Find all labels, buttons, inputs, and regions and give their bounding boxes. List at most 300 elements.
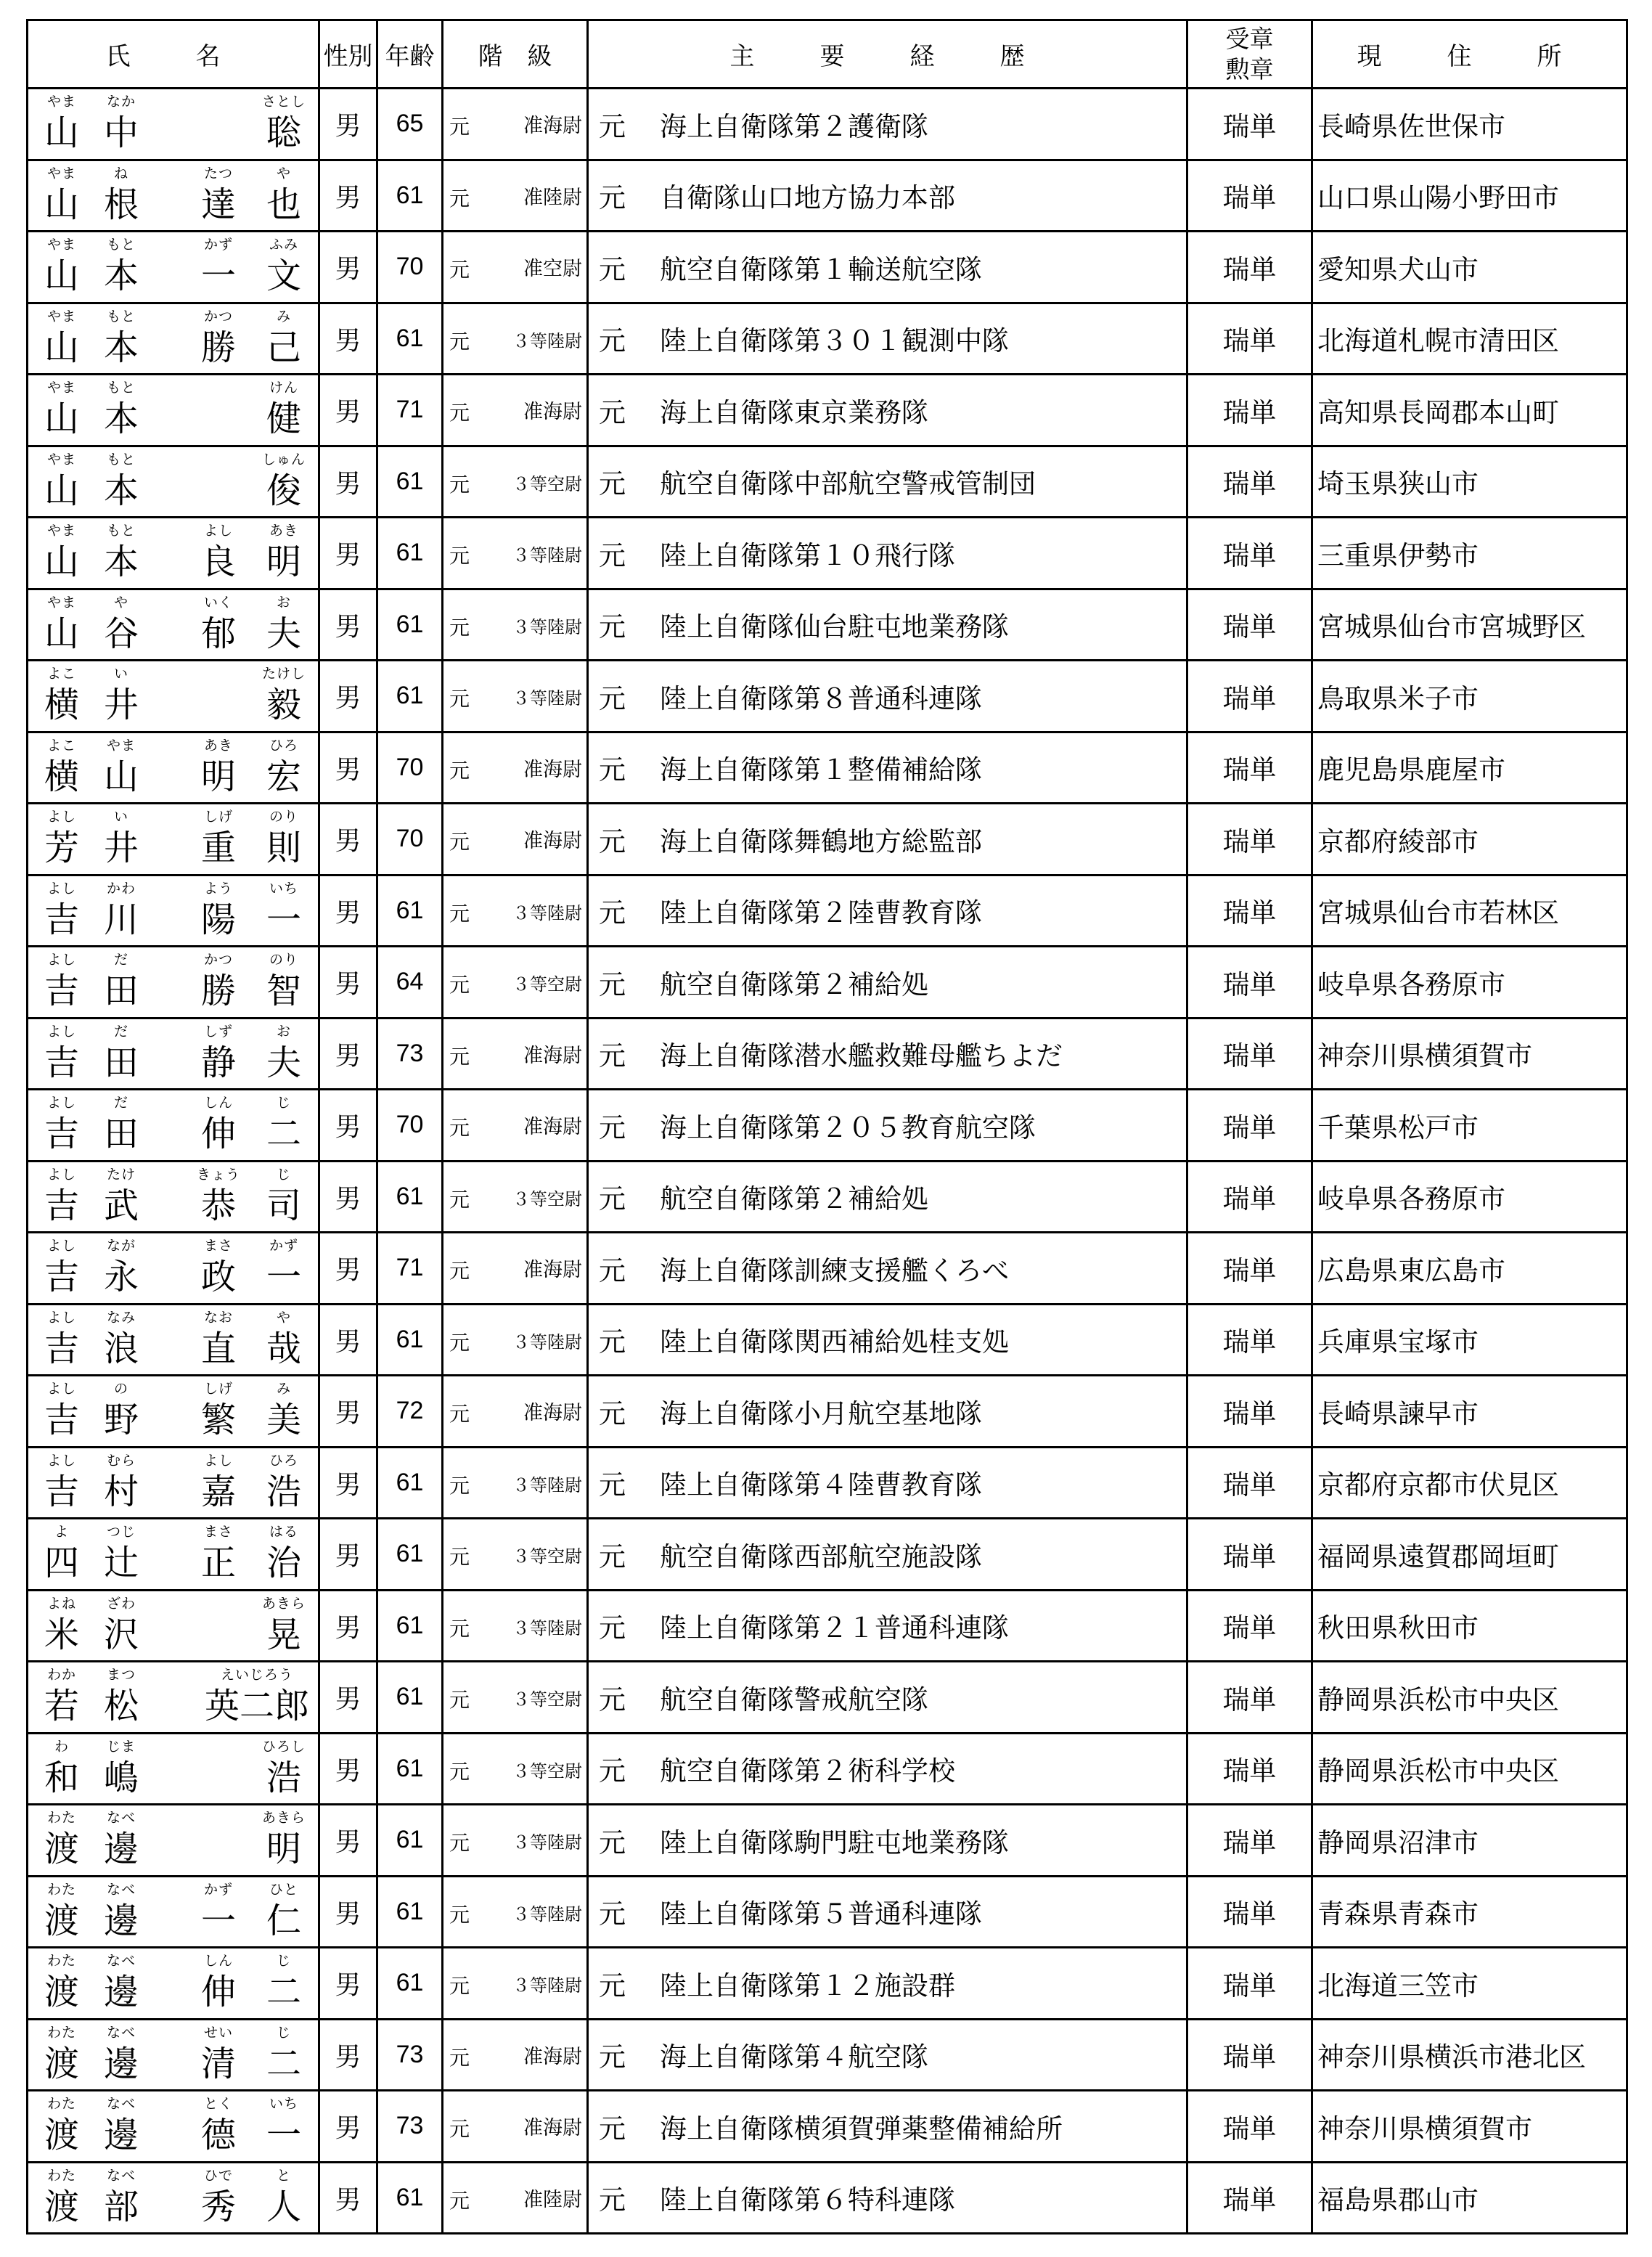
sex-cell: 男 <box>319 2091 377 2163</box>
rank-cell <box>443 661 588 732</box>
sex-cell: 男 <box>319 1090 377 1162</box>
sex-cell: 男 <box>319 1876 377 1948</box>
furigana: たけし <box>261 666 306 682</box>
furigana: の <box>113 1381 128 1397</box>
career-former-mark: 元 <box>599 1254 626 1286</box>
age-cell: 65 <box>377 89 443 160</box>
name-kanji: 山 <box>44 256 79 296</box>
name-kanji: 二 <box>266 1114 301 1154</box>
age-cell: 61 <box>377 2162 443 2234</box>
sex-cell: 男 <box>319 1805 377 1877</box>
career-text: 航空自衛隊第２術科学校 <box>660 1755 955 1787</box>
furigana: かつ <box>203 308 233 325</box>
award-cell: 瑞単 <box>1187 1948 1312 2020</box>
name-kanji: 本 <box>103 327 139 368</box>
age-cell: 61 <box>377 1805 443 1877</box>
name-kanji: 田 <box>103 1114 139 1154</box>
career-former-mark: 元 <box>599 825 626 857</box>
career-text: 航空自衛隊第２補給処 <box>660 1183 928 1215</box>
award-cell: 瑞単 <box>1187 804 1312 876</box>
sex-cell: 男 <box>319 875 377 947</box>
career-former-mark: 元 <box>599 325 626 357</box>
rank-label: 准海尉 <box>523 758 582 781</box>
furigana: しゅん <box>261 451 306 468</box>
header-address: 現 住 所 <box>1312 20 1627 89</box>
table-header <box>28 20 1627 89</box>
name-kanji: 重 <box>200 828 236 868</box>
career-text: 航空自衛隊西部航空施設隊 <box>660 1540 982 1572</box>
address-cell: 北海道札幌市清田区 <box>1312 303 1627 375</box>
sex-cell: 男 <box>319 1018 377 1090</box>
furigana: と <box>276 2167 291 2184</box>
rank-label: 准海尉 <box>523 115 582 137</box>
name-kanji: 谷 <box>103 613 139 654</box>
career-text: 航空自衛隊中部航空警戒管制団 <box>660 468 1036 500</box>
name-kanji: 吉 <box>44 1257 79 1297</box>
name-kanji: 山 <box>44 470 79 511</box>
career-former-mark: 元 <box>599 1827 626 1858</box>
furigana: むら <box>106 1452 136 1469</box>
name-kanji: 邊 <box>103 1900 139 1941</box>
furigana: よし <box>46 1309 76 1326</box>
name-kanji: 明 <box>266 1829 301 1869</box>
furigana: じ <box>276 2024 291 2041</box>
career-former-mark: 元 <box>599 1040 626 1072</box>
table-row <box>28 518 1627 589</box>
name-cell <box>28 875 319 947</box>
name-kanji: 美 <box>266 1400 301 1440</box>
sex-cell: 男 <box>319 1233 377 1305</box>
name-cell <box>28 1447 319 1519</box>
address-cell: 広島県東広島市 <box>1312 1233 1627 1305</box>
award-cell: 瑞単 <box>1187 1018 1312 1090</box>
career-cell <box>588 1090 1187 1162</box>
furigana: やま <box>46 94 76 110</box>
rank-cell <box>443 589 588 661</box>
age-cell: 71 <box>377 375 443 446</box>
career-text: 陸上自衛隊第４陸曹教育隊 <box>660 1469 982 1501</box>
name-kanji: 政 <box>200 1257 236 1297</box>
name-cell <box>28 2091 319 2163</box>
name-kanji: 邊 <box>103 1829 139 1869</box>
career-cell <box>588 303 1187 375</box>
furigana: はる <box>269 1524 298 1540</box>
former-mark: 元 <box>449 329 470 354</box>
name-cell <box>28 1233 319 1305</box>
career-former-mark: 元 <box>599 897 626 929</box>
name-kanji: 二 <box>266 1972 301 2012</box>
furigana: よこ <box>46 737 76 754</box>
name-cell <box>28 1876 319 1948</box>
rank-label: 准海尉 <box>523 1044 582 1067</box>
name-kanji: 川 <box>103 899 139 940</box>
name-kanji: 伸 <box>200 1114 236 1154</box>
career-text: 陸上自衛隊第５普通科連隊 <box>660 1898 982 1930</box>
name-kanji: 松 <box>103 1686 139 1726</box>
rank-label: ３等陸尉 <box>512 1903 582 1925</box>
furigana: わた <box>46 1953 76 1969</box>
career-text: 海上自衛隊第２０５教育航空隊 <box>660 1111 1036 1143</box>
career-cell <box>588 2162 1187 2234</box>
career-former-mark: 元 <box>599 1540 626 1572</box>
name-kanji: 四 <box>44 1543 79 1583</box>
sex-cell: 男 <box>319 1733 377 1805</box>
name-cell <box>28 1090 319 1162</box>
former-mark: 元 <box>449 1330 470 1355</box>
career-former-mark: 元 <box>599 110 626 142</box>
address-cell: 長崎県佐世保市 <box>1312 89 1627 160</box>
award-cell: 瑞単 <box>1187 2019 1312 2091</box>
furigana: よ <box>54 1524 69 1540</box>
name-kanji: 夫 <box>266 1042 301 1083</box>
award-cell: 瑞単 <box>1187 1233 1312 1305</box>
former-mark: 元 <box>449 615 470 640</box>
name-kanji: 吉 <box>44 1471 79 1512</box>
furigana: ざわ <box>106 1595 136 1612</box>
table-row <box>28 804 1627 876</box>
address-cell: 静岡県浜松市中央区 <box>1312 1733 1627 1805</box>
table-row <box>28 947 1627 1019</box>
rank-cell <box>443 1519 588 1591</box>
award-cell: 瑞単 <box>1187 2091 1312 2163</box>
furigana: たつ <box>203 165 233 181</box>
name-cell <box>28 661 319 732</box>
table-row <box>28 1876 1627 1948</box>
award-cell: 瑞単 <box>1187 446 1312 518</box>
career-text: 航空自衛隊警戒航空隊 <box>660 1683 928 1715</box>
career-text: 海上自衛隊第４航空隊 <box>660 2041 928 2073</box>
furigana: きょう <box>196 1166 240 1183</box>
table-body <box>28 89 1627 2234</box>
rank-cell <box>443 303 588 375</box>
former-mark: 元 <box>449 2188 470 2213</box>
career-text: 航空自衛隊第１輸送航空隊 <box>660 253 982 285</box>
former-mark: 元 <box>449 1616 470 1641</box>
name-kanji: 邊 <box>103 2043 139 2084</box>
former-mark: 元 <box>449 401 470 425</box>
furigana: よし <box>203 523 233 539</box>
name-kanji: 德 <box>200 2115 236 2155</box>
furigana: やま <box>46 237 76 253</box>
furigana: じ <box>276 1166 291 1183</box>
name-kanji: 秀 <box>200 2186 236 2227</box>
sex-cell: 男 <box>319 1519 377 1591</box>
rank-label: ３等空尉 <box>512 1188 582 1209</box>
rank-label: 准海尉 <box>523 1116 582 1138</box>
career-text: 海上自衛隊舞鶴地方総監部 <box>660 825 982 857</box>
former-mark: 元 <box>449 544 470 568</box>
rank-label: ３等陸尉 <box>512 1832 582 1853</box>
career-former-mark: 元 <box>599 2113 626 2144</box>
sex-cell: 男 <box>319 303 377 375</box>
address-cell: 岐阜県各務原市 <box>1312 1161 1627 1233</box>
name-kanji: 俊 <box>266 470 301 511</box>
career-former-mark: 元 <box>599 1183 626 1215</box>
rank-cell <box>443 1233 588 1305</box>
name-kanji: 和 <box>44 1757 79 1798</box>
rank-cell <box>443 446 588 518</box>
award-cell: 瑞単 <box>1187 2162 1312 2234</box>
rank-cell <box>443 160 588 232</box>
name-cell <box>28 1376 319 1448</box>
name-kanji: 直 <box>200 1328 236 1369</box>
furigana: もと <box>106 308 136 325</box>
table-row <box>28 1733 1627 1805</box>
name-kanji: 一 <box>266 1257 301 1297</box>
name-kanji: 田 <box>103 1042 139 1083</box>
career-text: 陸上自衛隊第２１普通科連隊 <box>660 1612 1009 1644</box>
name-cell <box>28 375 319 446</box>
career-former-mark: 元 <box>599 2041 626 2073</box>
header-career: 主 要 経 歴 <box>588 20 1187 89</box>
career-text: 海上自衛隊訓練支援艦くろべ <box>660 1254 1009 1286</box>
name-cell <box>28 1304 319 1376</box>
name-kanji: 渡 <box>44 2115 79 2155</box>
age-cell: 61 <box>377 518 443 589</box>
age-cell: 64 <box>377 947 443 1019</box>
table-row <box>28 661 1627 732</box>
address-cell: 兵庫県宝塚市 <box>1312 1304 1627 1376</box>
name-cell <box>28 446 319 518</box>
name-kanji: 中 <box>103 113 139 153</box>
address-cell: 千葉県松戸市 <box>1312 1090 1627 1162</box>
furigana: えいじろう <box>220 1667 293 1683</box>
age-cell: 71 <box>377 1233 443 1305</box>
career-former-mark: 元 <box>599 2184 626 2216</box>
age-cell: 61 <box>377 1590 443 1662</box>
rank-label: 准海尉 <box>523 1259 582 1281</box>
address-cell: 京都府京都市伏見区 <box>1312 1447 1627 1519</box>
furigana: わた <box>46 1881 76 1898</box>
furigana: だ <box>113 1023 128 1040</box>
name-kanji: 明 <box>200 756 236 797</box>
furigana: よし <box>46 1095 76 1111</box>
award-cell: 瑞単 <box>1187 1805 1312 1877</box>
name-kanji: 本 <box>103 542 139 582</box>
career-cell <box>588 1161 1187 1233</box>
rank-cell <box>443 1447 588 1519</box>
name-kanji: 野 <box>103 1400 139 1440</box>
furigana: い <box>113 809 128 825</box>
furigana: なが <box>106 1238 136 1254</box>
rank-cell <box>443 1304 588 1376</box>
rank-label: ３等陸尉 <box>512 545 582 566</box>
sex-cell: 男 <box>319 1948 377 2020</box>
age-cell: 61 <box>377 1519 443 1591</box>
name-kanji: 浩 <box>266 1471 301 1512</box>
table-row <box>28 160 1627 232</box>
furigana: じ <box>276 1095 291 1111</box>
address-cell: 福島県郡山市 <box>1312 2162 1627 2234</box>
career-cell <box>588 947 1187 1019</box>
former-mark: 元 <box>449 1116 470 1140</box>
award-cell: 瑞単 <box>1187 1376 1312 1448</box>
name-kanji: 渡 <box>44 2043 79 2084</box>
furigana: ひろ <box>269 1452 298 1469</box>
sex-cell: 男 <box>319 1662 377 1734</box>
former-mark: 元 <box>449 1545 470 1569</box>
rank-label: ３等空尉 <box>512 974 582 995</box>
name-cell <box>28 303 319 375</box>
sex-cell: 男 <box>319 375 377 446</box>
furigana: や <box>276 165 291 181</box>
rank-cell <box>443 1590 588 1662</box>
career-text: 陸上自衛隊第２陸曹教育隊 <box>660 897 982 929</box>
award-cell: 瑞単 <box>1187 518 1312 589</box>
furigana: わた <box>46 2167 76 2184</box>
name-kanji: 繁 <box>200 1400 236 1440</box>
career-cell <box>588 2019 1187 2091</box>
career-cell <box>588 1733 1187 1805</box>
name-kanji: 司 <box>266 1185 301 1226</box>
rank-label: ３等空尉 <box>512 1689 582 1710</box>
name-cell <box>28 1733 319 1805</box>
career-cell <box>588 1233 1187 1305</box>
career-cell <box>588 446 1187 518</box>
furigana: なべ <box>106 2024 136 2041</box>
table-row <box>28 1090 1627 1162</box>
furigana: さとし <box>261 94 306 110</box>
name-cell <box>28 518 319 589</box>
furigana: ふみ <box>269 237 298 253</box>
career-cell <box>588 2091 1187 2163</box>
career-former-mark: 元 <box>599 611 626 643</box>
rank-cell <box>443 1805 588 1877</box>
career-former-mark: 元 <box>599 396 626 428</box>
furigana: なお <box>203 1309 233 1326</box>
sex-cell: 男 <box>319 1447 377 1519</box>
career-former-mark: 元 <box>599 253 626 285</box>
rank-cell <box>443 1876 588 1948</box>
furigana: わ <box>54 1738 69 1755</box>
rank-cell <box>443 2091 588 2163</box>
name-kanji: 吉 <box>44 1400 79 1440</box>
rank-cell <box>443 875 588 947</box>
rank-label: ３等陸尉 <box>512 1975 582 1996</box>
address-cell: 京都府綾部市 <box>1312 804 1627 876</box>
furigana: もと <box>106 523 136 539</box>
name-kanji: 邊 <box>103 1972 139 2012</box>
furigana: もと <box>106 380 136 396</box>
address-cell: 北海道三笠市 <box>1312 1948 1627 2020</box>
award-cell: 瑞単 <box>1187 589 1312 661</box>
table-row <box>28 1805 1627 1877</box>
career-former-mark: 元 <box>599 468 626 500</box>
address-cell: 三重県伊勢市 <box>1312 518 1627 589</box>
former-mark: 元 <box>449 115 470 139</box>
furigana: いち <box>269 880 298 897</box>
name-kanji: 本 <box>103 470 139 511</box>
former-mark: 元 <box>449 1259 470 1283</box>
rank-cell <box>443 89 588 160</box>
award-cell: 瑞単 <box>1187 160 1312 232</box>
name-kanji: 根 <box>103 184 139 225</box>
furigana: お <box>276 594 291 611</box>
header-age: 年齢 <box>377 20 443 89</box>
furigana: わか <box>46 1667 76 1683</box>
former-mark: 元 <box>449 1187 470 1212</box>
career-cell <box>588 89 1187 160</box>
furigana: い <box>113 666 128 682</box>
award-cell: 瑞単 <box>1187 1876 1312 1948</box>
rank-cell <box>443 1733 588 1805</box>
furigana: やま <box>46 308 76 325</box>
career-text: 海上自衛隊潜水艦救難母艦ちよだ <box>660 1040 1063 1072</box>
rank-label: ３等陸尉 <box>512 1617 582 1638</box>
furigana: み <box>276 308 291 325</box>
career-cell <box>588 875 1187 947</box>
name-cell <box>28 2162 319 2234</box>
name-kanji: 文 <box>266 256 301 296</box>
name-kanji: 田 <box>103 971 139 1011</box>
furigana: ひろし <box>261 1738 306 1755</box>
career-text: 陸上自衛隊関西補給処桂支処 <box>660 1326 1009 1358</box>
name-kanji: 晃 <box>266 1614 301 1655</box>
sex-cell: 男 <box>319 732 377 804</box>
sex-cell: 男 <box>319 2019 377 2091</box>
name-kanji: 山 <box>44 399 79 439</box>
career-former-mark: 元 <box>599 1612 626 1644</box>
furigana: だ <box>113 1095 128 1111</box>
name-cell <box>28 1519 319 1591</box>
career-cell <box>588 1876 1187 1948</box>
furigana: しげ <box>203 809 233 825</box>
award-cell: 瑞単 <box>1187 1519 1312 1591</box>
career-former-mark: 元 <box>599 754 626 786</box>
rank-cell <box>443 375 588 446</box>
age-cell: 70 <box>377 1090 443 1162</box>
address-cell: 神奈川県横須賀市 <box>1312 1018 1627 1090</box>
furigana: わた <box>46 2096 76 2112</box>
age-cell: 70 <box>377 804 443 876</box>
career-cell <box>588 1376 1187 1448</box>
age-cell: 61 <box>377 1662 443 1734</box>
furigana: のり <box>269 952 298 968</box>
career-former-mark: 元 <box>599 539 626 571</box>
age-cell: 61 <box>377 303 443 375</box>
rank-label: ３等陸尉 <box>512 1474 582 1495</box>
career-cell <box>588 1519 1187 1591</box>
sex-cell: 男 <box>319 947 377 1019</box>
age-cell: 61 <box>377 1948 443 2020</box>
award-cell: 瑞単 <box>1187 1662 1312 1734</box>
rank-cell <box>443 2019 588 2091</box>
table-row <box>28 589 1627 661</box>
furigana: かつ <box>203 952 233 968</box>
career-text: 海上自衛隊小月航空基地隊 <box>660 1397 982 1429</box>
furigana: いく <box>203 594 233 611</box>
former-mark: 元 <box>449 830 470 854</box>
age-cell: 61 <box>377 160 443 232</box>
name-kanji: 辻 <box>103 1543 139 1583</box>
rank-cell <box>443 1662 588 1734</box>
career-cell <box>588 804 1187 876</box>
furigana: よし <box>46 880 76 897</box>
former-mark: 元 <box>449 186 470 211</box>
career-cell <box>588 661 1187 732</box>
furigana: わた <box>46 2024 76 2041</box>
name-cell <box>28 160 319 232</box>
career-text: 海上自衛隊第２護衛隊 <box>660 110 928 142</box>
name-kanji: 米 <box>44 1614 79 1655</box>
name-kanji: 山 <box>44 184 79 225</box>
sex-cell: 男 <box>319 1161 377 1233</box>
decoration-recipients-table <box>26 19 1628 2234</box>
name-kanji: 陽 <box>200 899 236 940</box>
table-row <box>28 89 1627 160</box>
name-kanji: 一 <box>200 256 236 296</box>
career-cell <box>588 1662 1187 1734</box>
